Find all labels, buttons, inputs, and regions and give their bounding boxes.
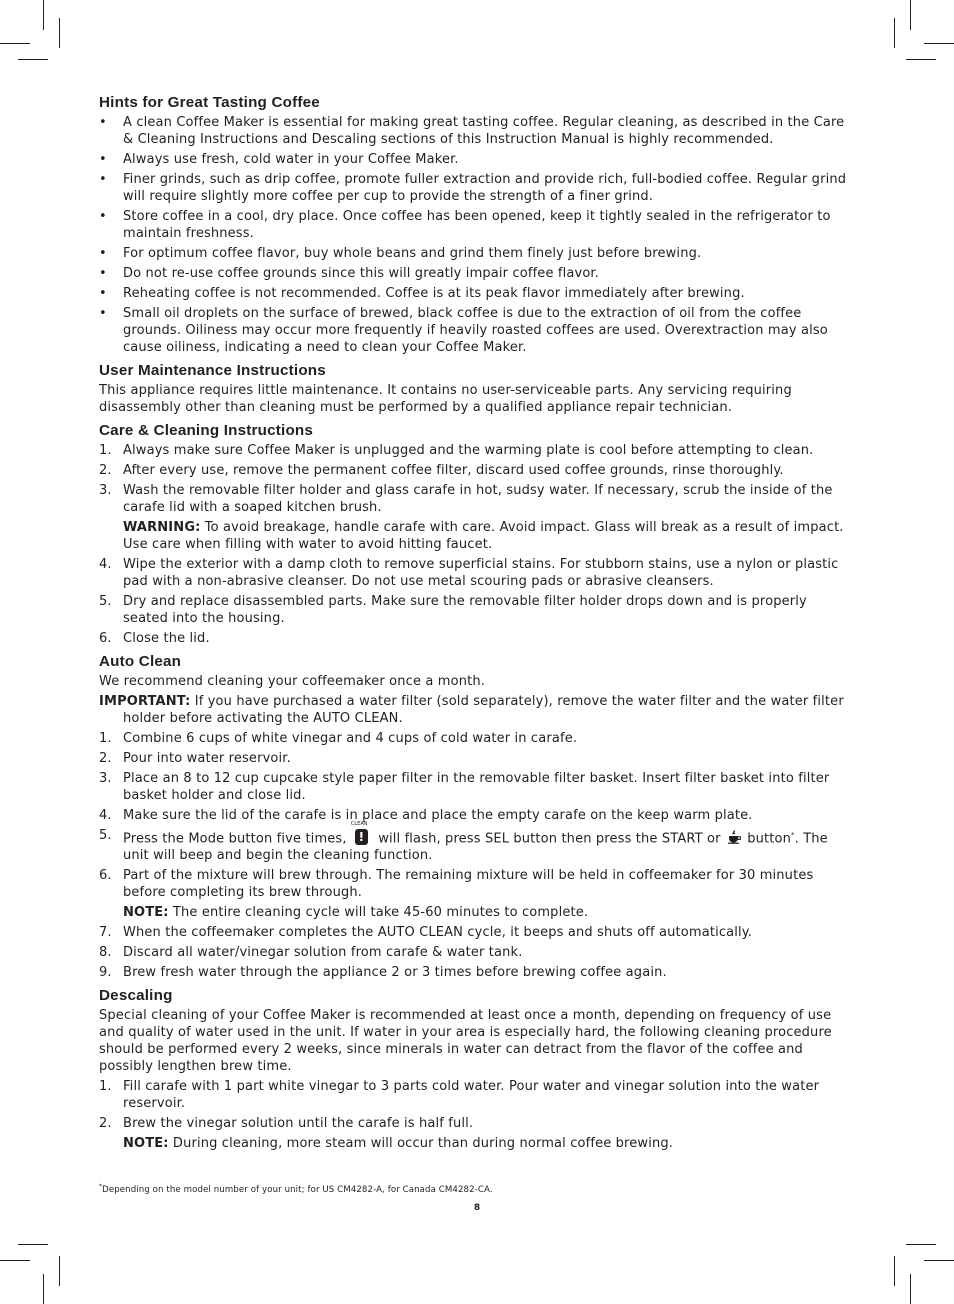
step5-text-3: button — [747, 831, 791, 847]
bullet-item — [99, 265, 854, 282]
step5-text-4: . The unit will beep and begin the cleaning function. — [123, 831, 828, 864]
bullet-text: Store coffee in a cool, dry place. Once coffee has been opened, keep it tightly sealed in the refrigerator to maintain freshness. — [123, 209, 831, 241]
crop-mark — [924, 1260, 954, 1261]
footnote — [99, 1183, 493, 1195]
bullet-text: Do not re-use coffee grounds since this will greatly impair coffee flavor. — [123, 266, 600, 281]
bullet-text: A clean Coffee Maker is essential for making great tasting coffee. Regular cleaning, as described in the Care & Cleaning Instructions and Descaling sections of this Instruction Manual is highly recommended. — [123, 115, 845, 147]
crop-mark — [906, 1244, 936, 1245]
maintenance-heading: User Maintenance Instructions — [99, 362, 326, 379]
bullet-marker: • — [99, 209, 107, 224]
care-warning — [99, 519, 854, 553]
step-number: 3. — [99, 483, 112, 498]
bullet-text: Always use fresh, cold water in your Coffee Maker. — [123, 152, 459, 167]
bullet-marker: • — [99, 115, 107, 130]
care-steps-continued — [99, 556, 854, 647]
step-number: 1. — [99, 443, 112, 458]
note-label: NOTE: — [123, 1136, 169, 1152]
step-number: 1. — [99, 1079, 112, 1095]
step-number: 3. — [99, 771, 112, 786]
bullet-text: For optimum coffee flavor, buy whole beans and grind them finely just before brewing. — [123, 246, 702, 261]
auto-clean-important — [99, 693, 854, 727]
page-number: 8 — [473, 1203, 481, 1213]
crop-mark — [910, 1274, 911, 1304]
crop-mark — [0, 43, 30, 44]
coffee-cup-icon — [727, 830, 741, 844]
step-number: 2. — [99, 751, 112, 766]
hints-heading: Hints for Great Tasting Coffee — [99, 94, 320, 111]
auto-clean-intro: We recommend cleaning your coffeemaker once a month. — [99, 674, 486, 689]
step-number: 6. — [99, 868, 112, 884]
bullet-item — [99, 285, 854, 302]
footnote-symbol: * — [99, 1183, 103, 1190]
page-content — [99, 94, 854, 1158]
note-label: NOTE: — [123, 905, 169, 921]
list-item — [99, 1078, 854, 1112]
bullet-item — [99, 305, 854, 356]
auto-clean-section — [99, 653, 854, 981]
step-text: Place an 8 to 12 cup cupcake style paper filter in the removable filter basket. Insert filter basket into filter basket holder and close lid. — [123, 771, 830, 803]
bullet-marker: • — [99, 172, 107, 187]
list-item — [99, 593, 854, 627]
step-number: 6. — [99, 631, 112, 646]
list-item — [99, 482, 854, 516]
bullet-marker: • — [99, 266, 107, 281]
step-text: After every use, remove the permanent coffee filter, discard used coffee grounds, rinse thoroughly. — [123, 463, 784, 478]
crop-mark — [59, 18, 60, 48]
list-item — [99, 964, 854, 981]
list-item — [99, 442, 854, 459]
descaling-steps — [99, 1078, 854, 1132]
step-number: 7. — [99, 925, 112, 941]
list-item — [99, 770, 854, 804]
warning-label: WARNING: — [123, 520, 201, 535]
list-item — [99, 630, 854, 647]
note-text: The entire cleaning cycle will take 45-60 minutes to complete. — [168, 905, 589, 921]
crop-mark — [43, 0, 44, 30]
step-number: 1. — [99, 731, 112, 746]
step-text: Pour into water reservoir. — [123, 751, 291, 766]
important-text: If you have purchased a water filter (sold separately), remove the water filter and the water filter holder before activating the AUTO CLEAN. — [123, 694, 844, 726]
footnote-mark: * — [790, 831, 795, 839]
clean-alert-icon — [350, 821, 371, 845]
bullet-marker: • — [99, 306, 107, 321]
important-label: IMPORTANT: — [99, 694, 191, 709]
clean-icon-caption: CLEAN — [350, 821, 368, 828]
crop-mark — [894, 1256, 895, 1286]
descaling-note — [99, 1135, 854, 1152]
list-item — [99, 807, 854, 824]
step-text: Brew the vinegar solution until the carafe is half full. — [123, 1116, 474, 1132]
step-number: 5. — [99, 828, 112, 843]
auto-clean-steps-continued — [99, 924, 854, 981]
crop-mark — [18, 59, 48, 60]
bullet-item — [99, 208, 854, 242]
step-text: Brew fresh water through the appliance 2 or 3 times before brewing coffee again. — [123, 965, 667, 981]
step-text: Part of the mixture will brew through. The remaining mixture will be held in coffeemaker for 30 minutes before completing its brew through. — [123, 868, 814, 901]
auto-clean-note — [99, 904, 854, 921]
auto-clean-step-5 — [99, 821, 854, 864]
list-item — [99, 462, 854, 479]
care-steps — [99, 442, 854, 516]
crop-mark — [0, 1260, 30, 1261]
crop-mark — [924, 43, 954, 44]
list-item — [99, 556, 854, 590]
step-text: Discard all water/vinegar solution from carafe & water tank. — [123, 945, 523, 961]
note-text: During cleaning, more steam will occur than during normal coffee brewing. — [168, 1136, 674, 1152]
step-number: 2. — [99, 1116, 112, 1132]
step-text: Fill carafe with 1 part white vinegar to 3 parts cold water. Pour water and vinegar solution into the water reservoir. — [123, 1079, 820, 1112]
step-text: Always make sure Coffee Maker is unplugged and the warming plate is cool before attempting to clean. — [123, 443, 814, 458]
maintenance-section — [99, 362, 854, 416]
bullet-item — [99, 114, 854, 148]
step5-text-1: Press the Mode button five times, — [123, 831, 347, 847]
bullet-text: Small oil droplets on the surface of brewed, black coffee is due to the extraction of oil from the coffee grounds. Oiliness may occur more frequently if heavily roasted coffees are used. Overextraction may also cause oiliness, indicating a need to clean your Coffee Maker. — [123, 306, 828, 355]
bullet-text: Reheating coffee is not recommended. Coffee is at its peak flavor immediately after brewing. — [123, 286, 745, 301]
step-number: 4. — [99, 557, 112, 572]
bullet-item — [99, 245, 854, 262]
step-number: 4. — [99, 808, 112, 823]
footnote-text: Depending on the model number of your unit; for US CM4282-A, for Canada CM4282-CA. — [102, 1184, 493, 1195]
step-text: Combine 6 cups of white vinegar and 4 cups of cold water in carafe. — [123, 731, 578, 746]
crop-mark — [906, 59, 936, 60]
list-item — [99, 730, 854, 747]
list-item — [99, 1115, 854, 1132]
list-item — [99, 924, 854, 941]
crop-mark — [910, 0, 911, 30]
list-item — [99, 944, 854, 961]
descaling-section — [99, 987, 854, 1152]
bullet-marker: • — [99, 152, 107, 167]
step-number: 2. — [99, 463, 112, 478]
care-section — [99, 422, 854, 647]
step-text: Close the lid. — [123, 631, 210, 646]
list-item — [99, 750, 854, 767]
step-text: When the coffeemaker completes the AUTO CLEAN cycle, it beeps and shuts off automatically. — [123, 925, 753, 941]
bullet-item — [99, 151, 854, 168]
crop-mark — [18, 1244, 48, 1245]
crop-mark — [894, 18, 895, 48]
clean-icon-mark: ! — [358, 830, 365, 845]
crop-mark — [43, 1274, 44, 1304]
step-text: Wash the removable filter holder and glass carafe in hot, sudsy water. If necessary, scrub the inside of the carafe lid with a soaped kitchen brush. — [123, 483, 833, 515]
warning-text: To avoid breakage, handle carafe with care. Avoid impact. Glass will break as a result of impact. Use care when filling with water to avoid hitting faucet. — [123, 520, 844, 552]
bullet-item — [99, 171, 854, 205]
hints-list — [99, 114, 854, 356]
step-number: 9. — [99, 965, 112, 981]
auto-clean-step-6 — [99, 867, 854, 901]
auto-clean-heading: Auto Clean — [99, 653, 182, 670]
step5-text-2: will flash, press SEL button then press the START or — [378, 831, 721, 847]
bullet-marker: • — [99, 286, 107, 301]
hints-section — [99, 94, 854, 356]
care-heading: Care & Cleaning Instructions — [99, 422, 314, 439]
step-number: 5. — [99, 594, 112, 609]
descaling-text: Special cleaning of your Coffee Maker is recommended at least once a month, depending on frequency of use and quality of water used in the unit. If water in your area is especially hard, the following cleaning procedure should be performed every 2 weeks, since minerals in water can detract from the flavor of the coffee and possibly lengthen brew time. — [99, 1008, 832, 1075]
step-number: 8. — [99, 945, 112, 961]
step-text: Dry and replace disassembled parts. Make sure the removable filter holder drops down and is properly seated into the housing. — [123, 594, 807, 626]
step-text: Make sure the lid of the carafe is in place and place the empty carafe on the keep warm plate. — [123, 808, 753, 823]
step-text: Wipe the exterior with a damp cloth to remove superficial stains. For stubborn stains, use a nylon or plastic pad with a non-abrasive cleanser. Do not use metal scouring pads or abrasive cleansers. — [123, 557, 839, 589]
crop-mark — [59, 1256, 60, 1286]
bullet-text: Finer grinds, such as drip coffee, promote fuller extraction and provide rich, full-bodied coffee. Regular grind will require slightly more coffee per cup to provide the strength of a finer grind. — [123, 172, 847, 204]
descaling-heading: Descaling — [99, 987, 173, 1005]
maintenance-text: This appliance requires little maintenance. It contains no user-serviceable parts. Any servicing requiring disassembly other than cleaning must be performed by a qualified appliance repair technician. — [99, 383, 792, 415]
bullet-marker: • — [99, 246, 107, 261]
auto-clean-steps — [99, 730, 854, 824]
